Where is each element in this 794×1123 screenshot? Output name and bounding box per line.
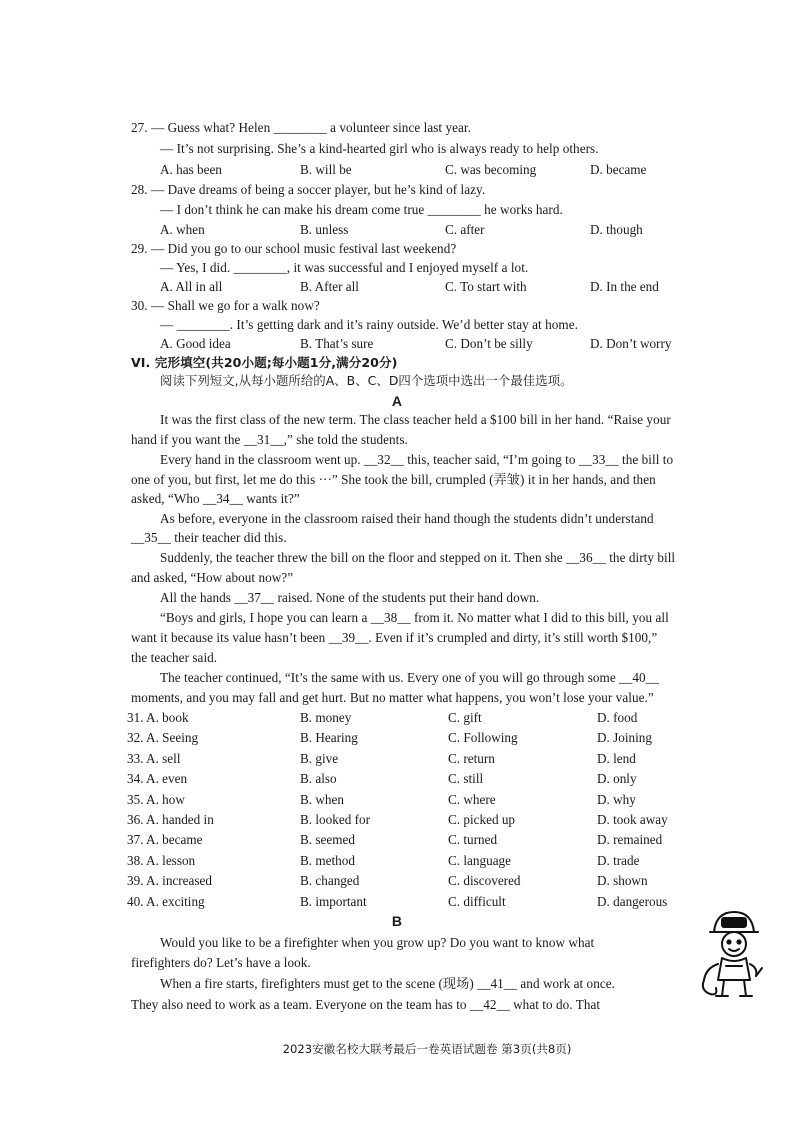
option-d: D. took away bbox=[597, 812, 668, 827]
option-a: 31. A. book bbox=[127, 710, 189, 725]
passage-b-line: When a fire starts, firefighters must get to the scene (现场) __41__ and work at once. bbox=[160, 976, 615, 991]
option-a: 32. A. Seeing bbox=[127, 730, 199, 746]
option-b: B. money bbox=[300, 710, 352, 725]
passage-a-label: A bbox=[391, 393, 403, 409]
q30-option-b: B. That’s sure bbox=[300, 336, 374, 351]
passage-a-line: __35__ their teacher did this. bbox=[131, 530, 287, 545]
option-c: C. picked up bbox=[448, 812, 516, 827]
q28-options bbox=[160, 221, 750, 239]
q27-line1: 27. — Guess what? Helen ________ a volunteer since last year. bbox=[131, 120, 471, 135]
q29-option-d: D. In the end bbox=[590, 279, 659, 294]
q27-option-b: B. will be bbox=[300, 162, 352, 177]
passage-a-line: one of you, but first, let me do this ···” She took the bill, crumpled (弄皱) it in her hands, and then bbox=[131, 472, 656, 487]
q30-option-a: A. Good idea bbox=[160, 336, 231, 351]
passage-a-line: As before, everyone in the classroom raised their hand though the students didn’t understand bbox=[160, 511, 654, 526]
option-d: D. trade bbox=[597, 852, 640, 868]
option-a: 35. A. how bbox=[127, 791, 185, 807]
option-c: C. gift bbox=[448, 710, 482, 725]
option-d: D. lend bbox=[597, 750, 636, 766]
option-b: B. changed bbox=[300, 873, 360, 889]
option-d: D. remained bbox=[597, 832, 663, 848]
q27-option-c: C. was becoming bbox=[445, 162, 537, 177]
q28-line1: 28. — Dave dreams of being a soccer player, but he’s kind of lazy. bbox=[131, 182, 486, 197]
option-b: B. also bbox=[300, 771, 337, 787]
option-row bbox=[0, 770, 794, 788]
option-row bbox=[0, 791, 794, 809]
option-a: 38. A. lesson bbox=[127, 852, 196, 868]
option-a: 34. A. even bbox=[127, 771, 188, 787]
option-c: C. where bbox=[448, 791, 496, 807]
option-c: C. Following bbox=[448, 730, 518, 746]
option-a: 39. A. increased bbox=[127, 873, 212, 889]
q30-line1: 30. — Shall we go for a walk now? bbox=[131, 298, 320, 313]
q29-line2: — Yes, I did. ________, it was successful and I enjoyed myself a lot. bbox=[160, 260, 529, 275]
q27-option-a: A. has been bbox=[160, 162, 222, 177]
option-row bbox=[0, 811, 794, 829]
q28-line2: — I don’t think he can make his dream come true ________ he works hard. bbox=[160, 202, 563, 217]
firefighter-illustration bbox=[696, 906, 768, 1002]
option-a: 40. A. exciting bbox=[127, 893, 205, 909]
option-c: C. turned bbox=[448, 832, 498, 848]
q30-options bbox=[160, 335, 750, 353]
option-row bbox=[0, 831, 794, 849]
passage-a-line: The teacher continued, “It’s the same with us. Every one of you will go through some __40__ bbox=[160, 670, 659, 685]
q30-line2: — ________. It’s getting dark and it’s rainy outside. We’d better stay at home. bbox=[160, 317, 578, 332]
option-a: 37. A. became bbox=[127, 832, 203, 848]
option-b: B. when bbox=[300, 791, 344, 807]
option-a: 33. A. sell bbox=[127, 750, 181, 766]
option-c: C. still bbox=[448, 771, 484, 787]
q27-option-d: D. became bbox=[590, 162, 647, 177]
page-footer: 2023安徽名校大联考最后一卷英语试题卷 第3页(共8页) bbox=[282, 1042, 572, 1056]
option-row bbox=[0, 729, 794, 747]
q27-options bbox=[160, 161, 750, 179]
q28-option-b: B. unless bbox=[300, 222, 349, 237]
passage-b-line: Would you like to be a firefighter when you grow up? Do you want to know what bbox=[160, 935, 595, 950]
option-row bbox=[0, 893, 794, 911]
option-c: C. discovered bbox=[448, 873, 521, 889]
option-d: D. shown bbox=[597, 873, 648, 889]
passage-a-line: asked, “Who __34__ wants it?” bbox=[131, 491, 300, 506]
q29-options bbox=[160, 278, 750, 296]
option-b: B. important bbox=[300, 893, 367, 909]
passage-a-line: “Boys and girls, I hope you can learn a __38__ from it. No matter what I did to this bill, you all bbox=[160, 610, 669, 625]
passage-a-line: Suddenly, the teacher threw the bill on the floor and stepped on it. Then she __36__ the dirty bill bbox=[160, 550, 676, 565]
passage-b-label: B bbox=[391, 913, 403, 929]
passage-b-line: firefighters do? Let’s have a look. bbox=[131, 955, 311, 970]
q28-option-c: C. after bbox=[445, 222, 485, 237]
section-instruction: 阅读下列短文,从每小题所给的A、B、C、D四个选项中选出一个最佳选项。 bbox=[160, 373, 573, 388]
option-a: 36. A. handed in bbox=[127, 812, 214, 827]
q27-line2: — It’s not surprising. She’s a kind-hearted girl who is always ready to help others. bbox=[160, 141, 599, 156]
option-row bbox=[0, 852, 794, 870]
q29-option-a: A. All in all bbox=[160, 279, 223, 294]
option-c: C. language bbox=[448, 852, 511, 868]
option-d: D. food bbox=[597, 710, 638, 725]
passage-a-line: All the hands __37__ raised. None of the students put their hand down. bbox=[160, 590, 540, 605]
option-c: C. return bbox=[448, 750, 495, 766]
passage-a-line: moments, and you may fall and get hurt. But no matter what happens, you won’t lose your value.” bbox=[131, 690, 654, 705]
q30-option-c: C. Don’t be silly bbox=[445, 336, 533, 351]
passage-b-line: They also need to work as a team. Everyone on the team has to __42__ what to do. That bbox=[131, 997, 601, 1012]
passage-a-line: Every hand in the classroom went up. __32__ this, teacher said, “I’m going to __33__ the bill to bbox=[160, 452, 674, 467]
option-b: B. looked for bbox=[300, 812, 370, 827]
q29-line1: 29. — Did you go to our school music festival last weekend? bbox=[131, 241, 457, 256]
option-b: B. seemed bbox=[300, 832, 355, 848]
q28-option-a: A. when bbox=[160, 222, 205, 237]
q29-option-b: B. After all bbox=[300, 279, 359, 294]
passage-a-line: want it because its value hasn’t been __39__. Even if it’s crumpled and dirty, it’s still worth $100,” bbox=[131, 630, 658, 645]
q28-option-d: D. though bbox=[590, 222, 643, 237]
option-c: C. difficult bbox=[448, 893, 506, 909]
option-row bbox=[0, 872, 794, 890]
passage-a-line: hand if you want the __31__,” she told the students. bbox=[131, 432, 408, 447]
option-d: D. why bbox=[597, 791, 636, 807]
option-row bbox=[0, 709, 794, 727]
option-d: D. dangerous bbox=[597, 893, 668, 909]
option-b: B. give bbox=[300, 750, 339, 766]
passage-a-line: It was the first class of the new term. The class teacher held a $100 bill in her hand. “Raise your bbox=[160, 412, 671, 427]
option-b: B. Hearing bbox=[300, 730, 358, 746]
option-b: B. method bbox=[300, 852, 355, 868]
passage-a-line: the teacher said. bbox=[131, 650, 218, 665]
option-d: D. Joining bbox=[597, 730, 652, 746]
passage-a-line: and asked, “How about now?” bbox=[131, 570, 294, 585]
option-row bbox=[0, 750, 794, 768]
q30-option-d: D. Don’t worry bbox=[590, 336, 672, 351]
section-heading: VI. 完形填空(共20小题;每小题1分,满分20分) bbox=[131, 355, 398, 370]
option-d: D. only bbox=[597, 771, 637, 787]
q29-option-c: C. To start with bbox=[445, 279, 527, 294]
